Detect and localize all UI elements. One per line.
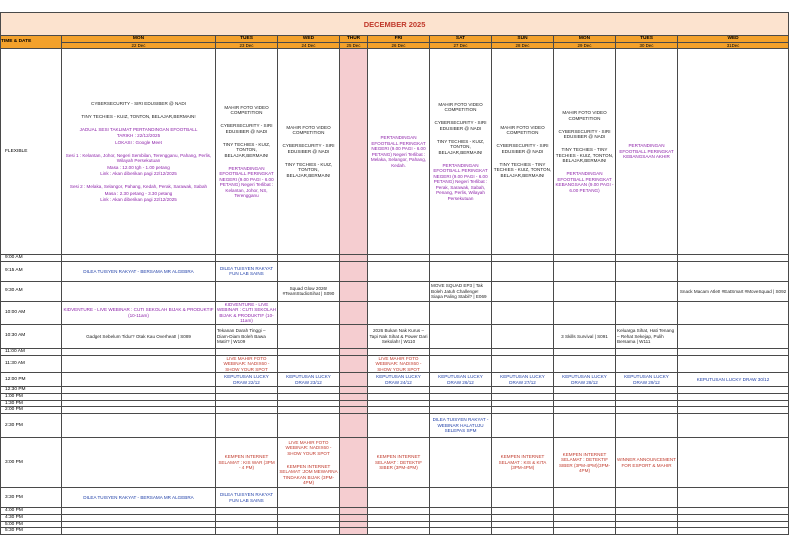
time-date-header: TIME & DATE [1, 36, 62, 49]
event-cell [492, 49, 554, 255]
time-row [1, 407, 789, 414]
time-label: 4:30 PM [1, 514, 62, 521]
day-name: SAT [430, 36, 492, 43]
event-text: Masa : 2.30 petang - 3.30 petang [104, 190, 173, 196]
event-cell: WINNER ANNOUNCEMENT FOR ESPORT & MAHIR [616, 438, 678, 488]
time-label: 2:30 PM [1, 414, 62, 438]
event-text: Link : Akan diberikan pagi 22/12/2025 [100, 197, 177, 203]
event-cell: KEPUTUSAN LUCKY DRAW 27/12 [492, 373, 554, 387]
day-date: 28 Dec [492, 42, 554, 48]
event-text: PERTANDINGAN EFOOTBALL PERINGKAT KEBANGSAAN AKHIR [619, 143, 674, 160]
event-text: MAHIR FOTO VIDEO COMPETITION [500, 124, 545, 136]
event-cell [678, 49, 789, 255]
holiday-cell [340, 49, 368, 255]
event-cell: DILEA TUISYEN RAKYAT - BERSAMA MR ALGEBRA [62, 261, 216, 281]
event-text: Link : Akan diberikan pagi 22/12/2025 [100, 171, 177, 177]
time-label: 12:30 PM [1, 387, 62, 394]
event-cell: KEPUTUSAN LUCKY DRAW 30/12 [678, 373, 789, 387]
event-cell: KEMPEN INTERNET SELAMAT : KIS WAR (3PM - 4 PM) [216, 438, 278, 488]
time-row [1, 393, 789, 400]
day-date: 30 Dec [616, 42, 678, 48]
day-name: THUR [340, 36, 368, 43]
event-text: MAHIR FOTO VIDEO COMPETITION [224, 104, 269, 116]
event-text: CYBERSECURITY - SIRI EDUSIBER @ NADI [496, 143, 549, 154]
event-cell: KIDVENTURE - LIVE WEBINAR : CUTI SEKOLAH BIJAK & PRODUKTIF (10-11am) [217, 301, 276, 324]
event-cell: LIVE MAHIR FOTO WEBINAR: NADIX60 - SHOW YOUR SPOT [216, 355, 278, 373]
event-cell [368, 49, 430, 255]
day-name: MON [554, 36, 616, 43]
time-label: 1:00 PM [1, 393, 62, 400]
event-cell: KEMPEN INTERNET SELAMAT : KIS & KITA (3PM-4PM) [492, 438, 554, 488]
time-label: 10:30 AM [1, 324, 62, 348]
event-cell: KEPUTUSAN LUCKY DRAW 22/12 [216, 373, 278, 387]
event-cell: KEPUTUSAN LUCKY DRAW 26/12 [430, 373, 492, 387]
event-cell: DILEA TUISYEN RAKYAT - WEBINAR HALATUJU SELEPAS SPM [430, 414, 492, 438]
event-cell: KEPUTUSAN LUCKY DRAW 29/12 [616, 373, 678, 387]
event-text: LOKASI : Google Meet [115, 139, 162, 145]
event-text: TINY TECHIES - KUIZ, TONTON, BELAJAR,BERMAIN! [81, 113, 196, 119]
event-text: PERTANDINGAN EFOOTBALL PERINGKAT NEGERI (9.00 PAGI - 6.00 PETANG) Negeri Terlibat : Perak, Sarawak, Sabah, Penang, Perlis, Wilayah Persekutuan [433, 162, 488, 201]
event-cell: LIVE MAHIR FOTO WEBINAR: NADIX60 - SHOW YOUR SPOT [368, 355, 430, 373]
event-cell: 2026 Bukan Nak Kurus – Tapi Nak Sihat & Power Dari Sekolah! | W110 [368, 324, 430, 348]
time-label: 10:00 AM [1, 301, 62, 324]
event-text: MAHIR FOTO VIDEO COMPETITION [438, 101, 483, 113]
event-cell: KEPUTUSAN LUCKY DRAW 24/12 [368, 373, 430, 387]
event-cell: KEMPEN INTERNET SELAMAT : DETEKTIF SIBER (3PM-4PM)(3PM-4PM) [554, 438, 616, 488]
event-cell [278, 438, 340, 488]
event-cell: KIDVENTURE - LIVE WEBINAR : CUTI SEKOLAH BIJAK & PRODUKTIF (10-11am) [62, 301, 216, 324]
time-label: 9:15 AM [1, 261, 62, 281]
event-cell: 3 Skills Survival | S091 [554, 324, 616, 348]
day-date: 25 Dec [340, 42, 368, 48]
event-text: TINY TECHIES - KUIZ, TONTON, BELAJAR,BERMAIN! [222, 141, 271, 158]
time-row [1, 255, 789, 262]
event-cell [278, 49, 340, 255]
event-text: PERTANDINGAN EFOOTBALL PERINGKAT NEGERI (9.00 PAGI - 6.00 PETANG) Negeri Terlibat : Melaka, Selangor, Pahang, Kedah. [370, 135, 427, 168]
event-text: TARIKH : 22/12/2025 [116, 133, 161, 139]
event-cell: DILEA TUISYEN RAKYAT FUN LAB SAINS [216, 261, 278, 281]
time-row [1, 281, 789, 301]
time-row [1, 400, 789, 407]
time-label: 9:30 AM [1, 281, 62, 301]
event-cell: KEMPEN INTERNET SELAMAT : DETEKTIF SIBER (3PM-4PM) [368, 438, 430, 488]
event-text: Sesi 2 : Melaka, Selangor, Pahang, Kedah, Perak, Sarawak, Sabah [69, 184, 208, 190]
event-text: CYBERSECURITY - SIRI EDUSIBER @ NADI [282, 143, 335, 154]
calendar-title: DECEMBER 2025 [1, 13, 789, 36]
time-row [1, 301, 789, 324]
event-cell: KEPUTUSAN LUCKY DRAW 28/12 [554, 373, 616, 387]
time-label: 5:00 PM [1, 521, 62, 528]
time-row [1, 528, 789, 535]
time-row [1, 488, 789, 508]
event-text: MAHIR FOTO VIDEO COMPETITION [286, 124, 331, 136]
day-name: WED [678, 36, 789, 43]
time-row [1, 508, 789, 515]
day-name: SUN [492, 36, 554, 43]
time-row [1, 373, 789, 387]
event-text: CYBERSECURITY - SIRI EDUSIBER @ NADI [558, 128, 611, 140]
event-cell [554, 49, 616, 255]
day-name: WED [278, 36, 340, 43]
day-header-row [1, 36, 789, 43]
time-label: 12:00 PM [1, 373, 62, 387]
flexible-row [1, 49, 789, 255]
event-cell [62, 49, 216, 255]
event-cell: MOVE SQUAD EP3 | Tak Boleh Jatuh Challenge! Siapa Paling Stabil? | E069 [430, 281, 492, 301]
event-text: Sesi 1 : Kelantan, Johor, Negeri Sembilan, Terengganu, Pahang, Perlis, Wilayah Persekutuan [65, 152, 212, 164]
day-date: 26 Dec [368, 42, 430, 48]
time-row [1, 514, 789, 521]
day-date: 31Dec [678, 42, 789, 48]
event-cell: Squad Glow 2026! #TeamStudioSihat | S090 [278, 281, 340, 301]
schedule-table [0, 12, 789, 535]
time-label: FLEXIBLE [1, 49, 62, 255]
time-row [1, 414, 789, 438]
day-date: 22 Dec [62, 42, 216, 48]
event-text: LIVE MAHIR FOTO WEBINAR: NADIX60 - SHOW YOUR SPOT [285, 439, 332, 456]
event-text: Masa : 12.00 tgh - 1.00 petang [107, 164, 170, 170]
event-text: PERTANDINGAN EFOOTBALL PERINGKAT NEGERI (9.00 PAGI - 6.00 PETANG) Negeri Terlibat : Kelantan, Johor, NS, Terengganu [219, 165, 274, 199]
day-date: 24 Dec [278, 42, 340, 48]
event-text: JADUAL SESI TAKLIMAT PERTANDINGAN EFOOTBALL [79, 126, 198, 132]
event-text: CYBERSECURITY - SIRI EDUSIBER @ NADI [91, 100, 186, 106]
time-label: 11:30 AM [1, 355, 62, 373]
time-label: 5:30 PM [1, 528, 62, 535]
event-cell [616, 49, 678, 255]
day-date: 29 Dec [554, 42, 616, 48]
time-row [1, 324, 789, 348]
time-row [1, 355, 789, 373]
time-row [1, 387, 789, 394]
event-text: PERTANDINGAN EFOOTBALL PERINGKAT KEBANGSAAN (9.00 PAGI - 6.00 PETANG) [555, 171, 614, 193]
event-cell: Tekanan Darah Tinggi – Diam-Diam Boleh Bawa Mati!? | W109 [216, 324, 278, 348]
event-cell: Keluarga Sihat, Hati Tenang – Rehat Sekejap, Pulih Bersama | W111 [616, 324, 678, 348]
day-date: 27 Dec [430, 42, 492, 48]
time-label: 2:00 PM [1, 407, 62, 414]
event-cell: Gadget Sebelum Tidur? Otak Kau Overheat! | S089 [62, 324, 216, 348]
time-row [1, 438, 789, 488]
time-row [1, 261, 789, 281]
day-name: TUES [616, 36, 678, 43]
event-cell [216, 49, 278, 255]
event-text: MAHIR FOTO VIDEO COMPETITION [562, 110, 607, 121]
event-text: TINY TECHIES - KUIZ, TONTON, BELAJAR,BERMAIN! [284, 161, 333, 178]
event-text: TINY TECHIES - TINY TECHIES - KUIZ, TONTON, BELAJAR,BERMAIN! [493, 161, 552, 178]
event-cell: DILEA TUISYEN RAKYAT - BERSAMA MR ALGEBRA [62, 488, 216, 508]
event-cell: DILEA TUISYEN RAKYAT FUN LAB SAINS [216, 488, 278, 508]
event-cell: Snack Macam Atlet! #EatSmart #MoveSquad | S092 [678, 281, 789, 301]
time-row [1, 521, 789, 528]
event-text: CYBERSECURITY - SIRI EDUSIBER @ NADI [434, 120, 487, 131]
time-label: 9:00 AM [1, 255, 62, 262]
time-label: 3:00 PM [1, 438, 62, 488]
day-name: TUES [216, 36, 278, 43]
event-text: KEMPEN INTERNET SELAMAT :JOM MEWARNA TINDAKAN BIJAK (3PM-4PM) [279, 463, 338, 486]
time-label: 3:30 PM [1, 488, 62, 508]
time-label: 4:00 PM [1, 508, 62, 515]
day-name: FRI [368, 36, 430, 43]
time-label: 11:00 AM [1, 348, 62, 355]
time-row [1, 348, 789, 355]
event-text: TINY TECHIES - TINY TECHIES - KUIZ, TONTON, BELAJAR,BERMAIN! [555, 147, 614, 164]
day-date: 23 Dec [216, 42, 278, 48]
time-label: 1:30 PM [1, 400, 62, 407]
day-name: MON [62, 36, 216, 43]
event-cell: KEPUTUSAN LUCKY DRAW 23/12 [278, 373, 340, 387]
event-text: TINY TECHIES - KUIZ, TONTON, BELAJAR,BERMAIN! [436, 138, 485, 155]
event-cell [430, 49, 492, 255]
event-text: CYBERSECURITY - SIRI EDUSIBER @ NADI [220, 123, 273, 134]
